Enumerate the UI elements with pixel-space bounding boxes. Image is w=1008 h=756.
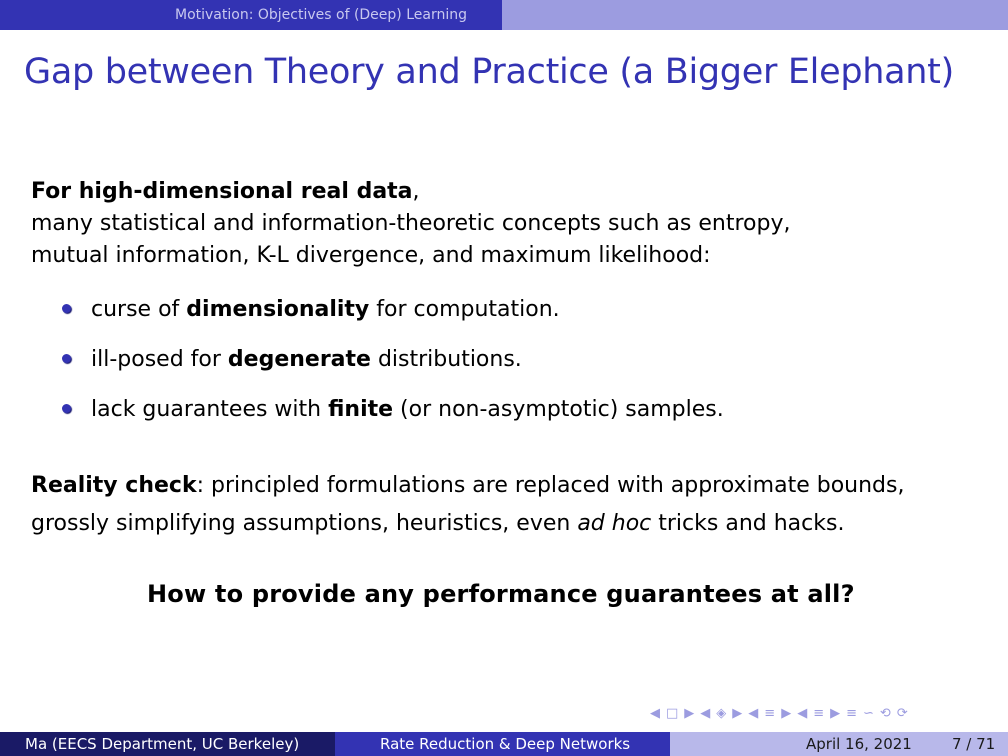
- nav-back-icon[interactable]: ⟲: [879, 706, 891, 721]
- footer-bar: [0, 732, 1008, 756]
- nav-prev-section-icon[interactable]: ◀: [748, 706, 759, 721]
- reality-line-1: [31, 467, 981, 505]
- intro-line-2: many statistical and information-theoretic concepts such as entropy,: [31, 211, 791, 236]
- nav-doc-icon[interactable]: ≡: [813, 706, 825, 721]
- footer-author: Ma (EECS Department, UC Berkeley): [0, 732, 335, 756]
- bullet-icon: [62, 354, 71, 363]
- nav-search-icon[interactable]: ∽: [863, 706, 874, 721]
- bullet-text-pre: lack guarantees with: [91, 397, 329, 422]
- nav-prev-subsection-icon[interactable]: ◀: [700, 706, 711, 721]
- nav-menu-icon[interactable]: ≡: [846, 706, 858, 721]
- bullet-text-post: for computation.: [369, 297, 560, 322]
- bullet-icon: [62, 404, 71, 413]
- bullet-text-bold: finite: [328, 397, 394, 422]
- reality-text-1: : principled formulations are replaced with approximate bounds,: [196, 473, 905, 498]
- nav-prev-frame-icon[interactable]: ◀: [650, 706, 660, 721]
- reality-bold: Reality check: [31, 473, 197, 498]
- beamer-navigation-controls: [650, 706, 908, 721]
- nav-subsection-icon[interactable]: ◈: [716, 706, 727, 721]
- bullet-text-pre: ill-posed for: [91, 347, 228, 372]
- list-item: [31, 392, 724, 442]
- intro-heading: [31, 176, 961, 208]
- list-item: [31, 342, 724, 392]
- footer-date-page: [670, 732, 1008, 756]
- list-item: [31, 292, 724, 342]
- reality-italic: ad hoc: [577, 511, 652, 536]
- bullet-text-pre: curse of: [91, 297, 187, 322]
- nav-next-doc-icon[interactable]: ▶: [830, 706, 841, 721]
- intro-line-3: mutual information, K-L divergence, and maximum likelihood:: [31, 243, 711, 268]
- reality-text-2: grossly simplifying assumptions, heuristics, even: [31, 511, 578, 536]
- nav-section-icon[interactable]: ≡: [764, 706, 776, 721]
- top-navigation-bar: [0, 0, 1008, 30]
- footer-talk-title: Rate Reduction & Deep Networks: [335, 732, 670, 756]
- nav-next-section-icon[interactable]: ▶: [781, 706, 792, 721]
- section-header-fill: [502, 0, 1008, 30]
- bullet-list: [31, 292, 724, 442]
- reality-line-2: [31, 505, 981, 543]
- nav-prev-doc-icon[interactable]: ◀: [797, 706, 808, 721]
- intro-bold-text: For high-dimensional real data: [31, 179, 413, 204]
- reality-check-paragraph: [31, 467, 981, 543]
- section-header[interactable]: [0, 0, 502, 30]
- page-number: 7 / 71: [952, 735, 996, 753]
- intro-comma: ,: [412, 179, 420, 204]
- key-question: How to provide any performance guarantees at all?: [147, 580, 855, 608]
- bullet-text-post: distributions.: [370, 347, 522, 372]
- bullet-text-bold: degenerate: [227, 347, 371, 372]
- footer-date: April 16, 2021: [806, 735, 912, 753]
- bullet-text-bold: dimensionality: [186, 297, 370, 322]
- nav-next-subsection-icon[interactable]: ▶: [732, 706, 743, 721]
- nav-frame-icon[interactable]: □: [666, 706, 679, 721]
- reality-text-3: tricks and hacks.: [651, 511, 845, 536]
- nav-forward-icon[interactable]: ⟳: [896, 706, 908, 721]
- bullet-text-post: (or non-asymptotic) samples.: [393, 397, 724, 422]
- section-title: Motivation: Objectives of (Deep) Learning: [175, 7, 467, 23]
- slide-title: Gap between Theory and Practice (a Bigger Elephant): [24, 52, 954, 92]
- nav-next-frame-icon[interactable]: ▶: [684, 706, 695, 721]
- bullet-icon: [62, 304, 71, 313]
- intro-paragraph: [31, 176, 961, 272]
